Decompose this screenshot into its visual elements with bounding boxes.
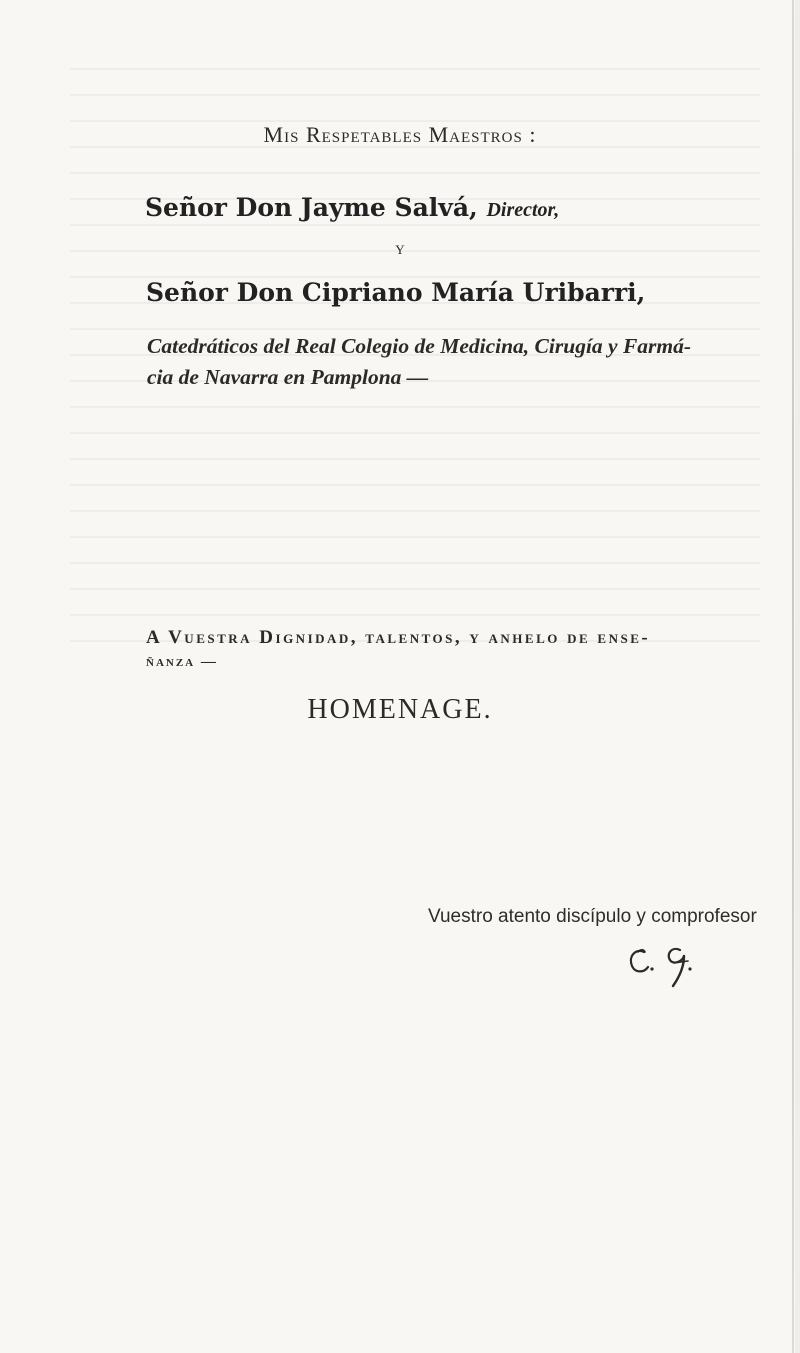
recipient-2-name: Señor Don Cipriano María Uribarri,	[146, 278, 646, 307]
dedication-line-1: A Vuestra Dignidad, talentos, y anhelo de ense-	[146, 627, 651, 648]
recipient-1-name: Señor Don Jayme Salvá,	[145, 193, 478, 222]
page-edge-outer	[795, 0, 800, 1353]
closing-signoff: Vuestro atento discípulo y comprofesor	[428, 906, 757, 927]
recipient-1-role: Director,	[486, 199, 560, 221]
handwritten-initials-signature	[626, 940, 696, 992]
positions-line-1: Catedráticos del Real Colegio de Medicina, Cirugía y Farmá-	[147, 334, 692, 358]
positions-line-2: cia de Navarra en Pamplona —	[147, 365, 429, 389]
conjunction: Y	[395, 242, 405, 257]
page-edge	[792, 0, 794, 1353]
homage-title: HOMENAGE.	[307, 694, 493, 725]
dedication-heading: Mis Respetables Maestros :	[263, 122, 537, 147]
dedication-line-2: ñanza —	[146, 654, 218, 670]
recipient-1	[145, 193, 559, 222]
